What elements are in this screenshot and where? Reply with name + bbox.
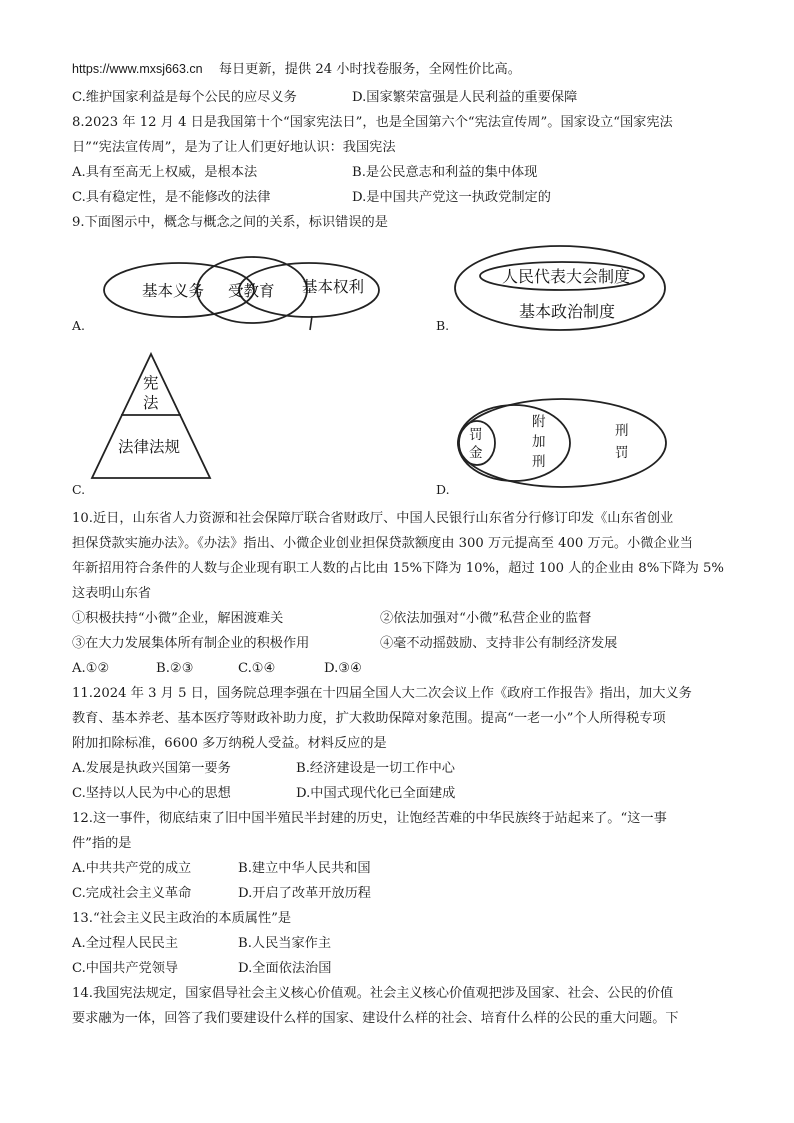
q11-options-row1: [72, 760, 727, 778]
q12-option-d: D.开启了改革开放历程: [238, 886, 371, 901]
q8-options-row1: [72, 164, 727, 182]
fig-d-small-char-1: 罚: [469, 427, 483, 443]
q10-statements-row2: [72, 635, 727, 653]
q10-option-c: C.①④: [238, 661, 276, 676]
fig-a-stroke: [310, 316, 312, 330]
q7-option-c: C.维护国家利益是每个公民的应尽义务: [72, 90, 297, 105]
q10-statement-2: ②依法加强对“小微”私营企业的监督: [380, 611, 592, 626]
q8-options-row2: [72, 189, 727, 207]
fig-c-bottom-label: 法律法规: [118, 438, 181, 456]
q9-stem: 9.下面图示中，概念与概念之间的关系，标识错误的是: [72, 215, 388, 230]
q11-option-c: C.坚持以人民为中心的思想: [72, 786, 231, 801]
q9-figure-a: [94, 250, 394, 332]
q13-options-row2: [72, 960, 727, 978]
q12-option-b: B.建立中华人民共和国: [238, 861, 371, 876]
q11-option-d: D.中国式现代化已全面建成: [296, 786, 456, 801]
q12-option-a: A.中共共产党的成立: [72, 861, 192, 876]
fig-d-outer-char-2: 罚: [615, 445, 629, 461]
q11-stem-line2: 教育、基本养老、基本医疗等财政补助力度，扩大救助保障对象范围。提高“一老一小”个人所得税专项: [72, 711, 666, 726]
q11-option-a: A.发展是执政兴国第一要务: [72, 761, 231, 776]
fig-d-small-char-2: 金: [469, 445, 483, 461]
q12-stem-line2: 件”指的是: [72, 836, 132, 851]
fig-a-right-label: 基本权利: [302, 278, 365, 296]
q9-option-c-label: C.: [72, 482, 86, 497]
fig-b-outer-label: 基本政治制度: [519, 302, 616, 321]
fig-d-mid-char-1: 附: [532, 414, 546, 430]
q10-statement-1: ①积极扶持“小微”企业，解困渡难关: [72, 611, 284, 626]
q10-statement-4: ④毫不动摇鼓励、支持非公有制经济发展: [380, 636, 618, 651]
fig-a-middle-label: 受教育: [228, 282, 275, 300]
q12-options-row2: [72, 885, 727, 903]
q7-options: [72, 89, 727, 107]
q9-figure-b: [450, 243, 670, 333]
q11-option-b: B.经济建设是一切工作中心: [296, 761, 455, 776]
q13-option-c: C.中国共产党领导: [72, 961, 179, 976]
q8-option-d: D.是中国共产党这一执政党制定的: [352, 190, 551, 205]
q8-option-a: A.具有至高无上权威，是根本法: [72, 165, 258, 180]
q11-stem-line1: 11.2024 年 3 月 5 日，国务院总理李强在十四届全国人大二次会议上作《政府工作报告》指出，加大义务: [72, 686, 692, 701]
q9-option-a-label: A.: [72, 318, 86, 333]
q10-option-d: D.③④: [324, 661, 362, 676]
page-header: [72, 60, 521, 79]
q8-stem-line2: 日”“宪法宣传周”，是为了让人们更好地认识：我国宪法: [72, 140, 396, 155]
fig-d-mid-char-3: 刑: [532, 454, 546, 470]
q8-stem-line1: 8.2023 年 12 月 4 日是我国第十个“国家宪法日”，也是全国第六个“宪法宣传周”。国家设立“国家宪法: [72, 115, 673, 130]
header-slogan: 每日更新，提供 24 小时找卷服务，全网性价比高。: [218, 62, 521, 77]
q10-option-b: B.②③: [156, 661, 194, 676]
q10-stem-line2: 担保贷款实施办法》。《办法》指出、小微企业创业担保贷款额度由 300 万元提高至 400 万元。小微企业当: [72, 536, 693, 551]
fig-c-triangle: [92, 354, 210, 478]
q14-stem-line1: 14.我国宪法规定，国家倡导社会主义核心价值观。社会主义核心价值观把涉及国家、社会、公民的价值: [72, 986, 674, 1001]
q13-option-a: A.全过程人民民主: [72, 936, 179, 951]
q10-statements-row1: [72, 610, 727, 628]
q13-option-b: B.人民当家作主: [238, 936, 332, 951]
q10-option-a: A.①②: [72, 661, 110, 676]
fig-b-inner-label: 人民代表大会制度: [502, 267, 631, 286]
q10-stem-line4: 这表明山东省: [72, 586, 152, 601]
q10-stem-line1: 10.近日，山东省人力资源和社会保障厅联合省财政厅、中国人民银行山东省分行修订印发《山东省创业: [72, 511, 674, 526]
q12-option-c: C.完成社会主义革命: [72, 886, 192, 901]
fig-d-mid-char-2: 加: [532, 434, 546, 450]
q11-stem-line3: 附加扣除标准，6600 多万纳税人受益。材料反应的是: [72, 736, 387, 751]
q10-options: [72, 660, 727, 678]
q9-option-b-label: B.: [436, 318, 450, 333]
q9-figure-d: [450, 395, 670, 495]
q10-stem-line3: 年新招用符合条件的人数与企业现有职工人数的占比由 15%下降为 10%，超过 100 人的企业由 8%下降为 5%: [72, 561, 724, 576]
q11-options-row2: [72, 785, 727, 803]
q8-option-c: C.具有稳定性，是不能修改的法律: [72, 190, 271, 205]
q12-options-row1: [72, 860, 727, 878]
q10-statement-3: ③在大力发展集体所有制企业的积极作用: [72, 636, 310, 651]
fig-c-top-char-1: 宪: [143, 374, 159, 392]
q7-option-d: D.国家繁荣富强是人民利益的重要保障: [352, 90, 578, 105]
q13-options-row1: [72, 935, 727, 953]
fig-d-outer-ellipse: [458, 399, 666, 487]
fig-d-middle-ellipse: [458, 405, 570, 481]
q8-option-b: B.是公民意志和利益的集中体现: [352, 165, 538, 180]
fig-c-top-char-2: 法: [143, 394, 159, 412]
header-url[interactable]: https://www.mxsj663.cn: [72, 62, 203, 76]
q13-stem: 13.“社会主义民主政治的本质属性”是: [72, 911, 292, 926]
fig-d-outer-char-1: 刑: [615, 423, 629, 439]
fig-a-left-label: 基本义务: [142, 282, 205, 300]
q9-option-d-label: D.: [436, 482, 450, 497]
q12-stem-line1: 12.这一事件，彻底结束了旧中国半殖民半封建的历史，让饱经苦难的中华民族终于站起来了。“这一事: [72, 811, 667, 826]
q9-figure-c: [86, 350, 216, 485]
q13-option-d: D.全面依法治国: [238, 961, 332, 976]
q14-stem-line2: 要求融为一体，回答了我们要建设什么样的国家、建设什么样的社会、培育什么样的公民的重大问题。下: [72, 1011, 679, 1026]
